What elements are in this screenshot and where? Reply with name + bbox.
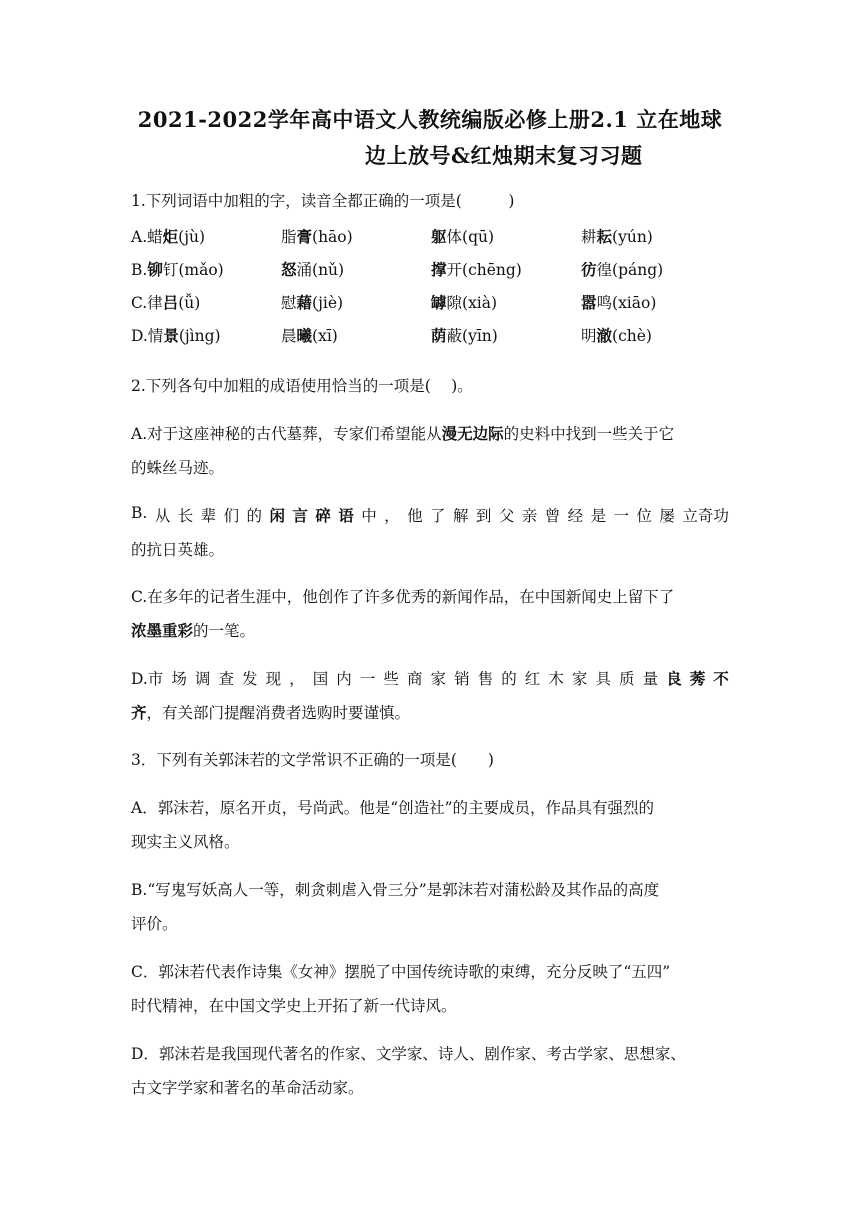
question-3-stem: 3．下列有关郭沫若的文学常识不正确的一项是( ) bbox=[131, 751, 494, 769]
bold-character: 彷 bbox=[581, 260, 597, 279]
character: 辈 bbox=[200, 507, 217, 525]
character: 解 bbox=[452, 507, 469, 525]
character: 他 bbox=[407, 507, 423, 525]
question-1-option-a-word-4: 耕耘(yún) bbox=[581, 227, 653, 246]
character: 是 bbox=[590, 507, 607, 525]
question-2-option-b-line1 bbox=[131, 504, 729, 526]
bold-character: 躯 bbox=[431, 227, 447, 246]
question-2-option-c-line2: 浓墨重彩的一笔。 bbox=[131, 621, 256, 640]
character: 内 bbox=[336, 670, 352, 688]
character: 了 bbox=[430, 507, 446, 525]
character: 曾 bbox=[544, 507, 561, 525]
question-2-option-d-line1 bbox=[131, 667, 729, 689]
question-1-option-a-word-2: 脂膏(hāo) bbox=[281, 227, 353, 246]
bold-character: 炬 bbox=[162, 227, 179, 246]
character: B. bbox=[131, 504, 148, 522]
character: 到 bbox=[475, 507, 492, 525]
character: 父 bbox=[498, 507, 515, 525]
question-1-option-d-word-2: 晨曦(xī) bbox=[281, 326, 338, 345]
question-1-option-d-word-1: D.情景(jìng) bbox=[131, 326, 221, 345]
character: 国 bbox=[312, 670, 329, 688]
character: 家 bbox=[571, 670, 588, 688]
bold-character: 吕 bbox=[162, 293, 179, 312]
question-2-option-a-line2: 的蛛丝马迹。 bbox=[131, 459, 225, 477]
question-1-option-c-word-3: 罅隙(xià) bbox=[431, 293, 498, 312]
question-1-option-b-word-4: 彷徨(páng) bbox=[581, 260, 664, 279]
question-1-stem: 1.下列词语中加粗的字，读音全都正确的一项是( ) bbox=[131, 192, 515, 210]
character: 销 bbox=[454, 670, 470, 688]
bold-character: 嚣 bbox=[581, 293, 597, 312]
bold-character: 碎 bbox=[315, 506, 331, 525]
bold-character: 怒 bbox=[281, 260, 297, 279]
question-1-option-d-word-4: 明澈(chè) bbox=[581, 326, 652, 345]
question-3-option-a-line1: A．郭沫若，原名开贞，号尚武。他是“创造社”的主要成员，作品具有强烈的 bbox=[131, 799, 655, 817]
bold-character: 铆 bbox=[147, 260, 163, 279]
character: 立奇功 bbox=[682, 507, 729, 525]
question-1-option-b-word-2: 怒涌(nǔ) bbox=[281, 260, 345, 279]
bold-character: 莠 bbox=[689, 669, 706, 688]
bold-character: 语 bbox=[338, 506, 354, 525]
bold-character: 耘 bbox=[596, 227, 613, 246]
bold-character: 罅 bbox=[431, 293, 447, 312]
bold-character: 不 bbox=[713, 669, 729, 688]
question-1-option-c-word-2: 慰藉(jiè) bbox=[281, 293, 344, 312]
question-3-option-d-line2: 古文字学家和著名的革命活动家。 bbox=[131, 1079, 364, 1097]
character: 们 bbox=[223, 507, 240, 525]
document-title-line1: 2021-2022学年高中语文人教统编版必修上册2.1 立在地球 bbox=[137, 107, 723, 132]
bold-character: 澈 bbox=[596, 326, 613, 345]
question-1-option-b-word-1: B.铆钉(mǎo) bbox=[131, 260, 224, 279]
question-3-option-b-line2: 评价。 bbox=[131, 915, 178, 933]
bold-character: 荫 bbox=[431, 326, 447, 345]
character: 亲 bbox=[521, 507, 538, 525]
character: ， bbox=[289, 670, 305, 688]
question-3-option-c-line1: C．郭沫若代表作诗集《女神》摆脱了中国传统诗歌的束缚，充分反映了“五四” bbox=[131, 963, 671, 981]
character: 现 bbox=[265, 670, 282, 688]
question-2-option-a-line1: A.对于这座神秘的古代墓葬，专家们希望能从漫无边际的史料中找到一些关于它 bbox=[131, 424, 675, 443]
question-3-option-a-line2: 现实主义风格。 bbox=[131, 833, 240, 851]
character: 红 bbox=[524, 670, 541, 688]
bold-character: 景 bbox=[163, 326, 179, 345]
character: 一 bbox=[613, 507, 630, 525]
character: 质 bbox=[619, 670, 635, 688]
document-title-line2: 边上放号&红烛期末复习习题 bbox=[365, 143, 643, 168]
character: 木 bbox=[548, 670, 564, 688]
question-2-option-d-line2: 齐，有关部门提醒消费者选购时要谨慎。 bbox=[131, 703, 411, 722]
character: 长 bbox=[177, 507, 194, 525]
character: 具 bbox=[595, 670, 611, 688]
character: 的 bbox=[246, 507, 263, 525]
character: 商 bbox=[406, 670, 423, 688]
question-1-option-a-word-1: A.蜡炬(jù) bbox=[131, 227, 206, 246]
character: ， bbox=[384, 507, 400, 525]
question-1-option-c-word-4: 嚣鸣(xiāo) bbox=[581, 293, 657, 312]
bold-character: 膏 bbox=[296, 227, 313, 246]
bold-character: 曦 bbox=[296, 326, 313, 345]
character: 从 bbox=[154, 507, 171, 525]
character: 中 bbox=[361, 507, 377, 525]
bold-character: 藉 bbox=[296, 293, 313, 312]
question-2-option-c-line1: C.在多年的记者生涯中，他创作了许多优秀的新闻作品，在中国新闻史上留下了 bbox=[131, 588, 675, 606]
character: 一 bbox=[359, 670, 376, 688]
question-1-option-d-word-3: 荫蔽(yīn) bbox=[431, 326, 498, 345]
bold-idiom: 齐 bbox=[131, 703, 147, 722]
character: 量 bbox=[642, 670, 659, 688]
character: 发 bbox=[242, 670, 258, 688]
bold-character: 良 bbox=[666, 669, 682, 688]
question-3-option-c-line2: 时代精神，在中国文学史上开拓了新一代诗风。 bbox=[131, 997, 457, 1015]
question-1-option-b-word-3: 撑开(chēng) bbox=[431, 260, 522, 279]
character: D.市 bbox=[131, 670, 164, 688]
character: 查 bbox=[218, 670, 234, 688]
character: 家 bbox=[430, 670, 447, 688]
question-1-option-c-word-1: C.律吕(ǚ) bbox=[131, 293, 201, 312]
character: 位 bbox=[636, 507, 652, 525]
character: 经 bbox=[567, 507, 584, 525]
question-2-option-b-line2: 的抗日英雄。 bbox=[131, 541, 225, 559]
bold-idiom: 浓墨重彩 bbox=[131, 621, 194, 640]
question-2-stem: 2.下列各句中加粗的成语使用恰当的一项是( )。 bbox=[131, 377, 473, 395]
character: 售 bbox=[477, 670, 494, 688]
character: 调 bbox=[194, 670, 211, 688]
character: 屡 bbox=[659, 507, 675, 525]
character: 场 bbox=[171, 670, 187, 688]
bold-character: 撑 bbox=[431, 260, 447, 279]
question-3-option-d-line1: D．郭沫若是我国现代著名的作家、文学家、诗人、剧作家、考古学家、思想家、 bbox=[131, 1045, 686, 1063]
question-3-option-b-line1: B.“写鬼写妖高人一等，刺贪刺虐入骨三分”是郭沫若对蒲松龄及其作品的高度 bbox=[131, 881, 660, 899]
bold-idiom: 漫无边际 bbox=[441, 424, 504, 443]
bold-character: 言 bbox=[292, 506, 308, 525]
character: 些 bbox=[383, 670, 399, 688]
question-1-option-a-word-3: 躯体(qū) bbox=[431, 227, 495, 246]
bold-character: 闲 bbox=[269, 506, 285, 525]
character: 的 bbox=[501, 670, 517, 688]
